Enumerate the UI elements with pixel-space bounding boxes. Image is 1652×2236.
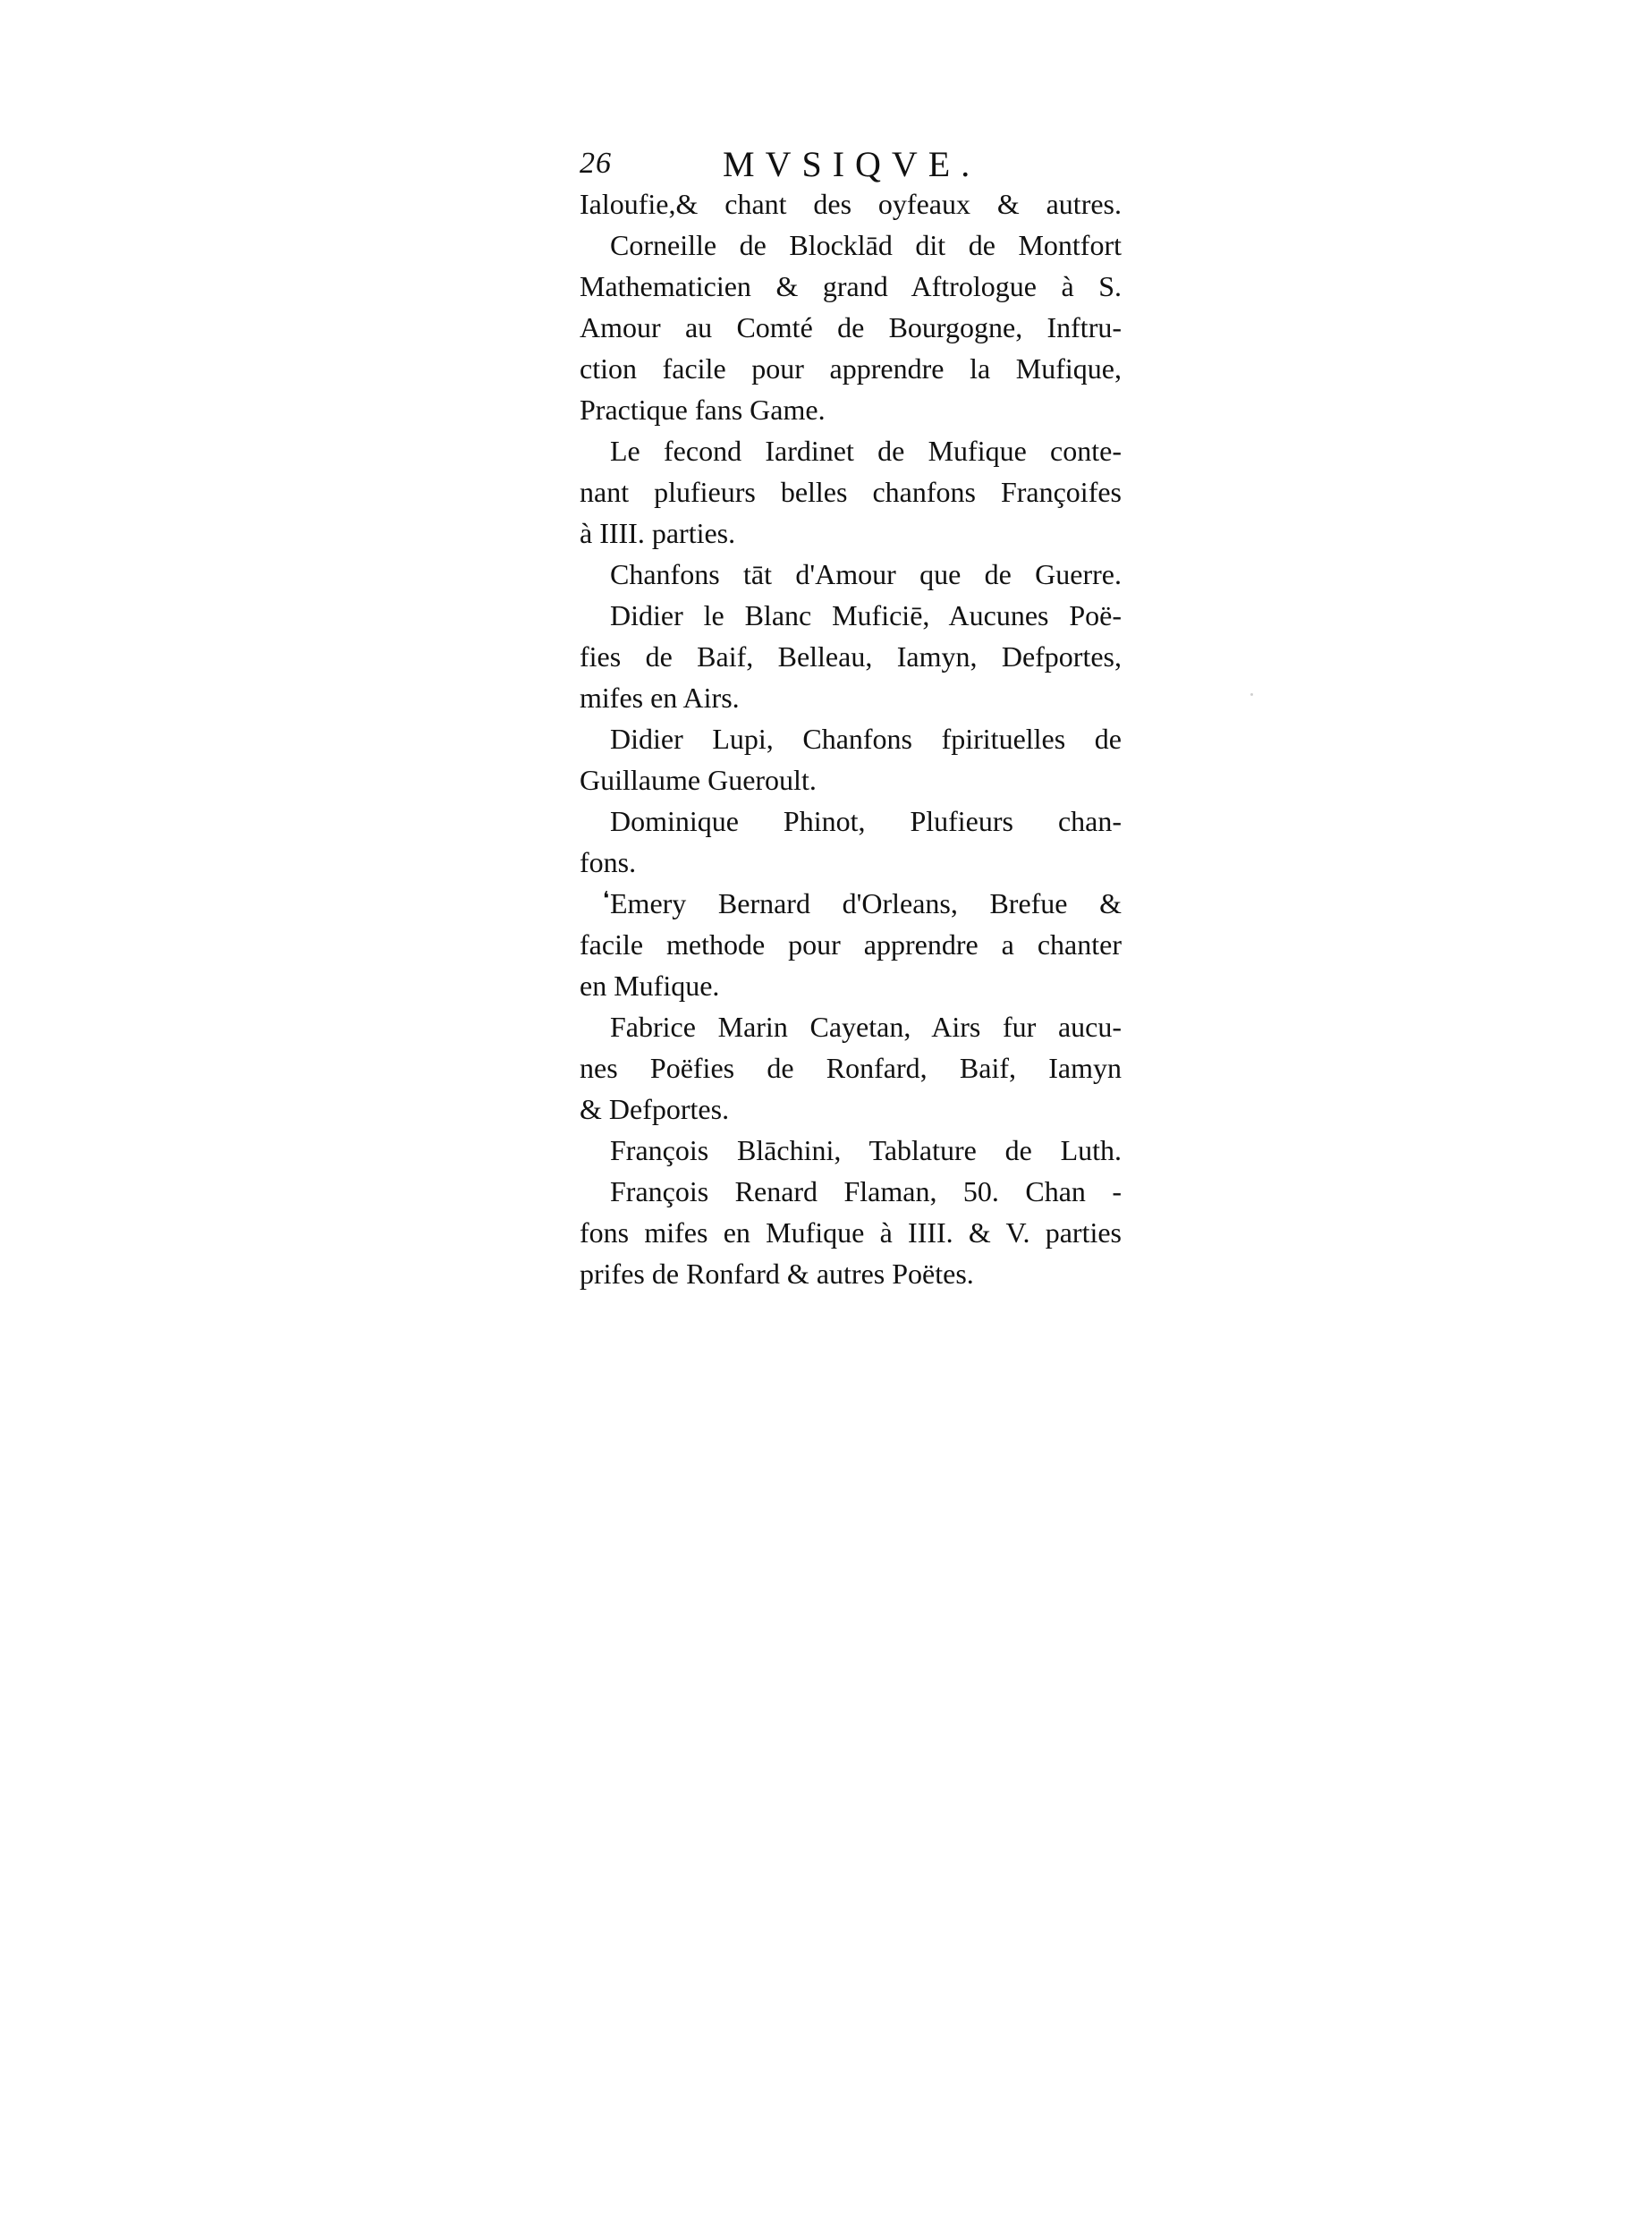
text-line-18: Emery Bernard d'Orleans, Brefue & <box>610 887 1122 919</box>
text-line-8: nant plufieurs belles chanfons Françoifes <box>580 476 1122 508</box>
text-line-13: mifes en Airs. <box>580 682 740 714</box>
text-line-15: Guillaume Gueroult. <box>580 764 817 796</box>
page-number: 26 <box>580 147 612 180</box>
text-line-19: facile methode pour apprendre a chanter <box>580 928 1122 961</box>
text-line-24: François Blāchini, Tablature de Luth. <box>610 1134 1122 1166</box>
text-line-1: Ialoufie,& chant des oyfeaux & autres. <box>580 188 1122 220</box>
text-line-2: Corneille de Blocklād dit de Montfort <box>610 229 1122 261</box>
text-line-9: à IIII. parties. <box>580 517 736 549</box>
text-line-17: fons. <box>580 846 637 878</box>
text-line-22: nes Poëfies de Ronfard, Baif, Iamyn <box>580 1052 1122 1084</box>
text-line-10: Chanfons tāt d'Amour que de Guerre. <box>610 558 1122 590</box>
text-line-5: ction facile pour apprendre la Mufique, <box>580 352 1122 385</box>
text-line-6: Practique fans Game. <box>580 394 826 426</box>
text-line-27: prifes de Ronfard & autres Poëtes. <box>580 1258 974 1290</box>
text-line-14: Didier Lupi, Chanfons fpirituelles de <box>610 723 1122 755</box>
text-line-16: Dominique Phinot, Plufieurs chan- <box>610 805 1122 837</box>
text-line-26: fons mifes en Mufique à IIII. & V. parties <box>580 1216 1122 1249</box>
text-line-4: Amour au Comté de Bourgogne, Inftru- <box>580 311 1122 343</box>
text-block <box>580 143 1134 1290</box>
paper-speck <box>1250 693 1253 696</box>
text-line-23: & Defportes. <box>580 1093 730 1125</box>
text-line-21: Fabrice Marin Cayetan, Airs fur aucu- <box>610 1011 1122 1043</box>
text-line-25: François Renard Flaman, 50. Chan - <box>610 1175 1122 1207</box>
running-head: MVSIQVE. <box>723 144 981 184</box>
text-line-7: Le fecond Iardinet de Mufique conte- <box>610 435 1122 467</box>
text-line-12: fies de Baif, Belleau, Iamyn, Defportes, <box>580 640 1122 673</box>
text-line-3: Mathematicien & grand Aftrologue à S. <box>580 270 1122 302</box>
printed-mark: ❛ <box>603 887 610 910</box>
text-line-20: en Mufique. <box>580 970 720 1002</box>
text-line-11: Didier le Blanc Muficiē, Aucunes Poë- <box>610 599 1122 631</box>
